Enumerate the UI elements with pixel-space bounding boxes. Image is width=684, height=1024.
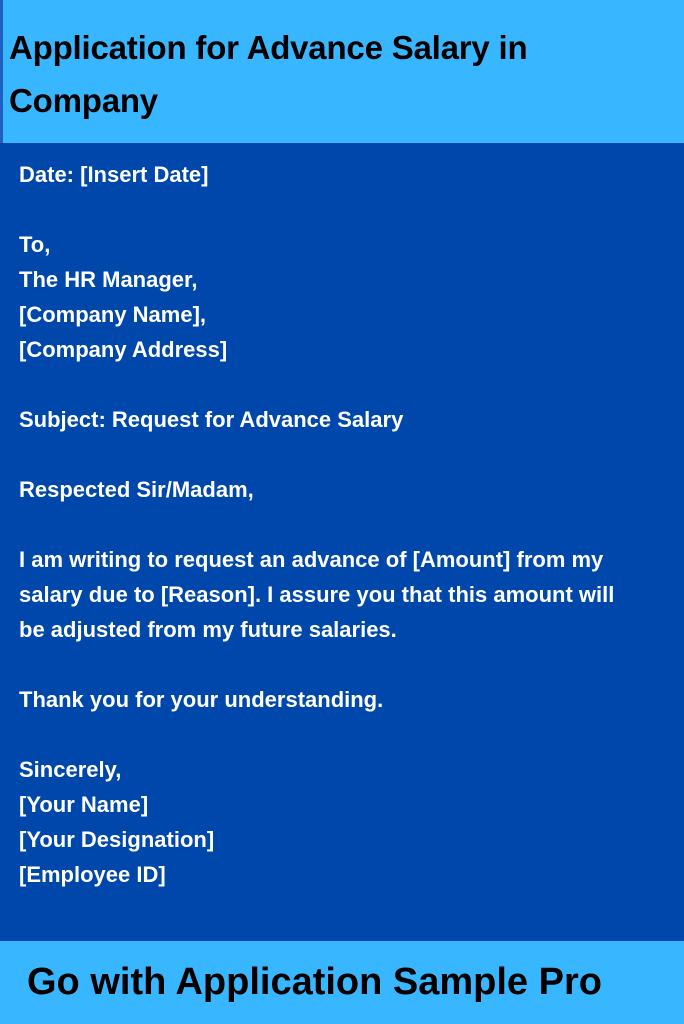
spacer <box>19 647 669 682</box>
page-title-line-1: Application for Advance Salary in <box>9 29 528 66</box>
spacer <box>19 507 669 542</box>
spacer <box>19 192 669 227</box>
letter-date: Date: [Insert Date] <box>19 162 209 187</box>
footer-text: Go with Application Sample Pro <box>27 961 602 1003</box>
spacer <box>19 437 669 472</box>
letter-body-line-1: I am writing to request an advance of [Amount] from my <box>19 547 604 572</box>
letter-your-designation: [Your Designation] <box>19 827 215 852</box>
letter-salutation: Respected Sir/Madam, <box>19 477 254 502</box>
letter-body <box>19 157 669 892</box>
spacer <box>19 367 669 402</box>
letter-body-line-2: salary due to [Reason]. I assure you that this amount will <box>19 582 615 607</box>
letter-your-name: [Your Name] <box>19 792 149 817</box>
spacer <box>19 717 669 752</box>
page-title-line-2: Company <box>9 82 158 119</box>
title-banner <box>0 0 684 143</box>
letter-thanks: Thank you for your understanding. <box>19 687 384 712</box>
page-title <box>9 21 684 127</box>
letter-to: To, <box>19 232 51 257</box>
letter-recipient: The HR Manager, <box>19 267 198 292</box>
letter-employee-id: [Employee ID] <box>19 862 166 887</box>
letter-company-name: [Company Name], <box>19 302 207 327</box>
letter-body-line-3: be adjusted from my future salaries. <box>19 617 397 642</box>
letter-subject: Subject: Request for Advance Salary <box>19 407 404 432</box>
letter-closing: Sincerely, <box>19 757 122 782</box>
letter-company-address: [Company Address] <box>19 337 228 362</box>
footer-banner <box>0 941 684 1024</box>
